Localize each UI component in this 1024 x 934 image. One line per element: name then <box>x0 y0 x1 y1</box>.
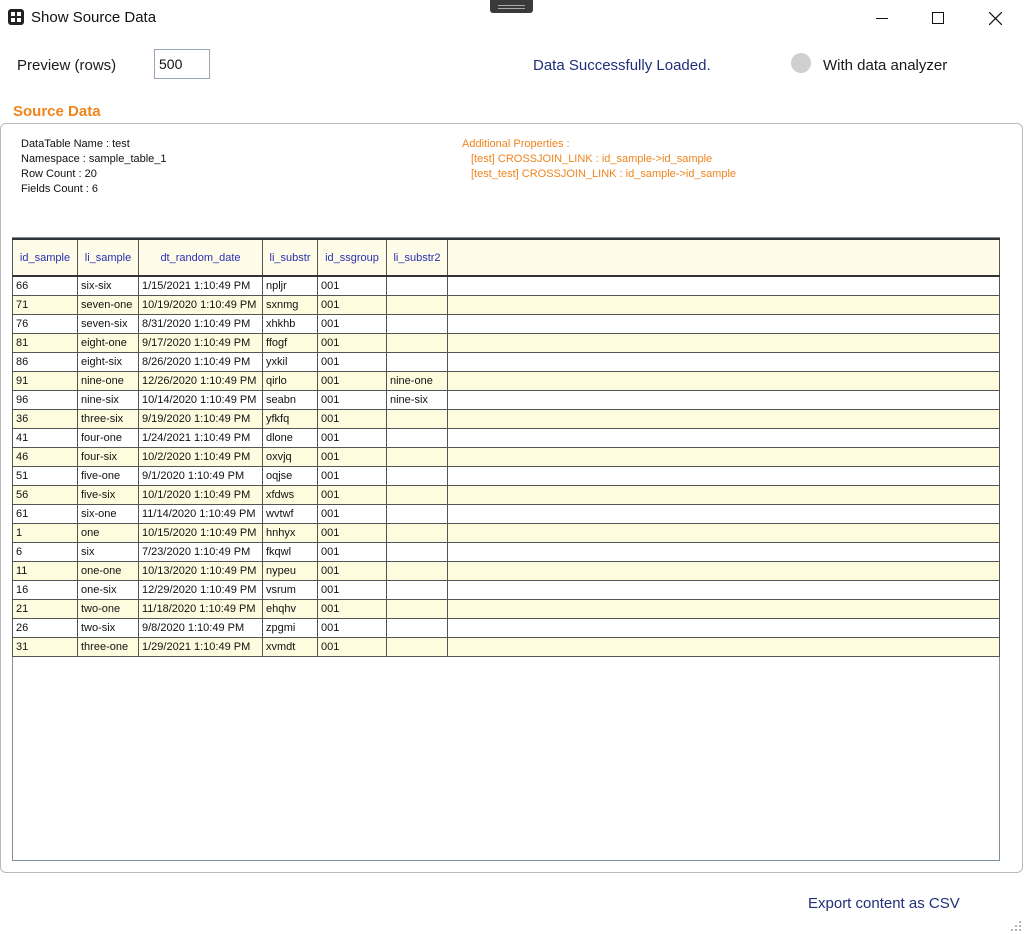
minimize-icon <box>876 12 888 24</box>
table-cell[interactable] <box>448 391 1000 410</box>
table-cell[interactable]: 11/14/2020 1:10:49 PM <box>139 505 263 524</box>
table-cell[interactable]: nypeu <box>263 562 318 581</box>
table-row[interactable] <box>13 486 1000 505</box>
data-table <box>12 238 1000 657</box>
table-cell[interactable] <box>387 429 448 448</box>
table-cell[interactable] <box>387 448 448 467</box>
column-header[interactable]: li_substr <box>263 239 318 276</box>
table-cell[interactable] <box>448 524 1000 543</box>
column-header[interactable]: li_substr2 <box>387 239 448 276</box>
drag-handle[interactable] <box>490 0 533 13</box>
table-cell[interactable]: 1 <box>13 524 78 543</box>
fields-count: Fields Count : 6 <box>21 183 99 195</box>
table-cell[interactable]: 001 <box>318 562 387 581</box>
table-cell[interactable]: hnhyx <box>263 524 318 543</box>
table-cell[interactable]: nine-six <box>78 391 139 410</box>
row-count: Row Count : 20 <box>21 168 97 180</box>
table-cell[interactable]: 001 <box>318 353 387 372</box>
table-cell[interactable]: yfkfq <box>263 410 318 429</box>
close-icon <box>989 12 1002 25</box>
table-cell[interactable]: 001 <box>318 391 387 410</box>
table-cell[interactable]: 10/13/2020 1:10:49 PM <box>139 562 263 581</box>
table-row[interactable] <box>13 429 1000 448</box>
table-cell[interactable]: npljr <box>263 276 318 296</box>
table-row[interactable] <box>13 372 1000 391</box>
table-row[interactable] <box>13 315 1000 334</box>
table-cell[interactable]: 10/15/2020 1:10:49 PM <box>139 524 263 543</box>
table-cell[interactable] <box>387 543 448 562</box>
table-cell[interactable] <box>448 372 1000 391</box>
table-cell[interactable] <box>387 334 448 353</box>
maximize-icon <box>932 12 944 24</box>
table-cell[interactable]: 8/31/2020 1:10:49 PM <box>139 315 263 334</box>
table-row[interactable] <box>13 296 1000 315</box>
table-cell[interactable]: 001 <box>318 372 387 391</box>
table-cell[interactable]: nine-one <box>78 372 139 391</box>
table-cell[interactable] <box>387 276 448 296</box>
table-cell[interactable]: xvmdt <box>263 638 318 657</box>
namespace: Namespace : sample_table_1 <box>21 153 167 165</box>
table-cell[interactable] <box>448 638 1000 657</box>
table-cell[interactable] <box>387 486 448 505</box>
table-cell[interactable] <box>448 276 1000 296</box>
app-icon <box>7 8 25 26</box>
table-cell[interactable]: six-one <box>78 505 139 524</box>
table-cell[interactable]: 1/24/2021 1:10:49 PM <box>139 429 263 448</box>
table-cell[interactable]: 11/18/2020 1:10:49 PM <box>139 600 263 619</box>
table-cell[interactable] <box>448 600 1000 619</box>
table-cell[interactable]: one <box>78 524 139 543</box>
table-cell[interactable]: 16 <box>13 581 78 600</box>
table-cell[interactable]: 9/8/2020 1:10:49 PM <box>139 619 263 638</box>
table-row[interactable] <box>13 619 1000 638</box>
table-cell[interactable]: seabn <box>263 391 318 410</box>
additional-properties <box>462 137 736 182</box>
column-header[interactable]: id_ssgroup <box>318 239 387 276</box>
table-row[interactable] <box>13 410 1000 429</box>
table-cell[interactable]: 26 <box>13 619 78 638</box>
table-cell[interactable]: 9/17/2020 1:10:49 PM <box>139 334 263 353</box>
table-cell[interactable]: 76 <box>13 315 78 334</box>
table-cell[interactable]: 36 <box>13 410 78 429</box>
table-cell[interactable]: vsrum <box>263 581 318 600</box>
table-cell[interactable]: 10/1/2020 1:10:49 PM <box>139 486 263 505</box>
column-header[interactable] <box>448 239 1000 276</box>
table-cell[interactable]: 001 <box>318 543 387 562</box>
table-cell[interactable]: 11 <box>13 562 78 581</box>
table-cell[interactable] <box>387 619 448 638</box>
table-cell[interactable]: 81 <box>13 334 78 353</box>
table-cell[interactable]: two-six <box>78 619 139 638</box>
table-cell[interactable] <box>387 638 448 657</box>
table-cell[interactable]: 001 <box>318 600 387 619</box>
table-cell[interactable]: 6 <box>13 543 78 562</box>
additional-properties-title: Additional Properties : <box>462 138 570 150</box>
table-cell[interactable] <box>387 410 448 429</box>
table-cell[interactable]: wvtwf <box>263 505 318 524</box>
table-cell[interactable]: 12/29/2020 1:10:49 PM <box>139 581 263 600</box>
table-cell[interactable] <box>448 353 1000 372</box>
table-cell[interactable]: one-six <box>78 581 139 600</box>
table-cell[interactable] <box>448 486 1000 505</box>
table-cell[interactable] <box>448 505 1000 524</box>
table-cell[interactable]: oxvjq <box>263 448 318 467</box>
table-cell[interactable]: 41 <box>13 429 78 448</box>
table-cell[interactable]: three-six <box>78 410 139 429</box>
table-cell[interactable] <box>387 505 448 524</box>
table-cell[interactable]: 001 <box>318 619 387 638</box>
table-cell[interactable]: sxnmg <box>263 296 318 315</box>
table-cell[interactable]: 9/1/2020 1:10:49 PM <box>139 467 263 486</box>
table-info <box>21 137 167 197</box>
table-cell[interactable] <box>387 315 448 334</box>
table-cell[interactable]: 001 <box>318 505 387 524</box>
table-cell[interactable]: 001 <box>318 448 387 467</box>
table-cell[interactable] <box>387 353 448 372</box>
source-data-title: Source Data <box>13 103 101 120</box>
table-row[interactable] <box>13 581 1000 600</box>
table-row[interactable] <box>13 391 1000 410</box>
table-cell[interactable]: 86 <box>13 353 78 372</box>
table-cell[interactable] <box>387 524 448 543</box>
table-cell[interactable]: 001 <box>318 410 387 429</box>
table-cell[interactable]: 71 <box>13 296 78 315</box>
table-cell[interactable]: four-six <box>78 448 139 467</box>
table-cell[interactable]: 001 <box>318 638 387 657</box>
table-row[interactable] <box>13 276 1000 296</box>
table-cell[interactable]: 001 <box>318 296 387 315</box>
property-line: [test_test] CROSSJOIN_LINK : id_sample->id_sample <box>471 168 737 180</box>
data-analyzer-label: With data analyzer <box>823 57 948 74</box>
table-cell[interactable]: eight-six <box>78 353 139 372</box>
table-cell[interactable]: 001 <box>318 276 387 296</box>
table-cell[interactable]: five-one <box>78 467 139 486</box>
table-cell[interactable]: 001 <box>318 467 387 486</box>
window-title: Show Source Data <box>31 9 157 26</box>
table-cell[interactable]: 001 <box>318 334 387 353</box>
table-cell[interactable]: 56 <box>13 486 78 505</box>
table-header-row <box>13 239 1000 276</box>
table-row[interactable] <box>13 524 1000 543</box>
close-button[interactable] <box>966 0 1024 36</box>
table-cell[interactable]: 66 <box>13 276 78 296</box>
table-cell[interactable] <box>448 448 1000 467</box>
column-header[interactable]: li_sample <box>78 239 139 276</box>
preview-rows-input[interactable] <box>154 49 210 79</box>
table-cell[interactable]: one-one <box>78 562 139 581</box>
table-cell[interactable]: 51 <box>13 467 78 486</box>
table-cell[interactable]: four-one <box>78 429 139 448</box>
table-cell[interactable]: seven-one <box>78 296 139 315</box>
table-cell[interactable]: 21 <box>13 600 78 619</box>
table-cell[interactable]: 8/26/2020 1:10:49 PM <box>139 353 263 372</box>
table-cell[interactable]: nine-six <box>387 391 448 410</box>
table-row[interactable] <box>13 448 1000 467</box>
table-body <box>13 276 1000 657</box>
table-cell[interactable]: fkqwl <box>263 543 318 562</box>
table-cell[interactable]: yxkil <box>263 353 318 372</box>
table-cell[interactable]: 10/14/2020 1:10:49 PM <box>139 391 263 410</box>
table-cell[interactable] <box>387 467 448 486</box>
status-text: Data Successfully Loaded. <box>533 57 711 74</box>
table-cell[interactable]: 10/2/2020 1:10:49 PM <box>139 448 263 467</box>
table-cell[interactable]: 9/19/2020 1:10:49 PM <box>139 410 263 429</box>
table-cell[interactable]: 46 <box>13 448 78 467</box>
table-row[interactable] <box>13 334 1000 353</box>
table-cell[interactable]: qirlo <box>263 372 318 391</box>
table-cell[interactable]: 7/23/2020 1:10:49 PM <box>139 543 263 562</box>
table-cell[interactable] <box>448 581 1000 600</box>
resize-grip-icon[interactable] <box>1008 918 1022 932</box>
table-row[interactable] <box>13 543 1000 562</box>
table-cell[interactable] <box>448 619 1000 638</box>
table-cell[interactable]: 001 <box>318 315 387 334</box>
table-cell[interactable]: 61 <box>13 505 78 524</box>
column-header[interactable]: id_sample <box>13 239 78 276</box>
export-csv-link[interactable]: Export content as CSV <box>808 895 960 912</box>
table-cell[interactable]: two-one <box>78 600 139 619</box>
preview-rows-label: Preview (rows) <box>17 57 117 74</box>
table-cell[interactable] <box>448 429 1000 448</box>
table-cell[interactable]: 10/19/2020 1:10:49 PM <box>139 296 263 315</box>
table-cell[interactable]: xfdws <box>263 486 318 505</box>
maximize-button[interactable] <box>909 0 967 36</box>
table-cell[interactable]: 001 <box>318 486 387 505</box>
table-cell[interactable]: 001 <box>318 429 387 448</box>
table-cell[interactable] <box>448 334 1000 353</box>
table-row[interactable] <box>13 638 1000 657</box>
table-cell[interactable] <box>448 410 1000 429</box>
table-cell[interactable]: 001 <box>318 524 387 543</box>
table-cell[interactable]: 001 <box>318 581 387 600</box>
data-analyzer-toggle[interactable] <box>791 53 811 73</box>
table-row[interactable] <box>13 562 1000 581</box>
table-cell[interactable] <box>448 562 1000 581</box>
table-cell[interactable]: 1/15/2021 1:10:49 PM <box>139 276 263 296</box>
table-cell[interactable]: five-six <box>78 486 139 505</box>
table-cell[interactable] <box>387 562 448 581</box>
table-cell[interactable]: zpgmi <box>263 619 318 638</box>
table-cell[interactable] <box>387 600 448 619</box>
table-cell[interactable] <box>448 543 1000 562</box>
table-cell[interactable]: xhkhb <box>263 315 318 334</box>
column-header[interactable]: dt_random_date <box>139 239 263 276</box>
table-row[interactable] <box>13 600 1000 619</box>
table-cell[interactable] <box>387 296 448 315</box>
table-cell[interactable]: seven-six <box>78 315 139 334</box>
table-cell[interactable]: dlone <box>263 429 318 448</box>
minimize-button[interactable] <box>853 0 911 36</box>
table-cell[interactable]: 96 <box>13 391 78 410</box>
table-cell[interactable]: six-six <box>78 276 139 296</box>
table-cell[interactable]: nine-one <box>387 372 448 391</box>
table-cell[interactable]: oqjse <box>263 467 318 486</box>
table-cell[interactable]: six <box>78 543 139 562</box>
table-cell[interactable]: 91 <box>13 372 78 391</box>
table-cell[interactable]: ehqhv <box>263 600 318 619</box>
table-cell[interactable]: ffogf <box>263 334 318 353</box>
property-line: [test] CROSSJOIN_LINK : id_sample->id_sample <box>471 153 713 165</box>
table-cell[interactable]: three-one <box>78 638 139 657</box>
table-cell[interactable] <box>448 467 1000 486</box>
table-cell[interactable] <box>387 581 448 600</box>
table-cell[interactable]: eight-one <box>78 334 139 353</box>
table-row[interactable] <box>13 467 1000 486</box>
table-cell[interactable] <box>448 315 1000 334</box>
table-cell[interactable]: 12/26/2020 1:10:49 PM <box>139 372 263 391</box>
table-row[interactable] <box>13 505 1000 524</box>
table-cell[interactable]: 31 <box>13 638 78 657</box>
datatable-name: DataTable Name : test <box>21 138 130 150</box>
table-cell[interactable] <box>448 296 1000 315</box>
table-row[interactable] <box>13 353 1000 372</box>
table-cell[interactable]: 1/29/2021 1:10:49 PM <box>139 638 263 657</box>
